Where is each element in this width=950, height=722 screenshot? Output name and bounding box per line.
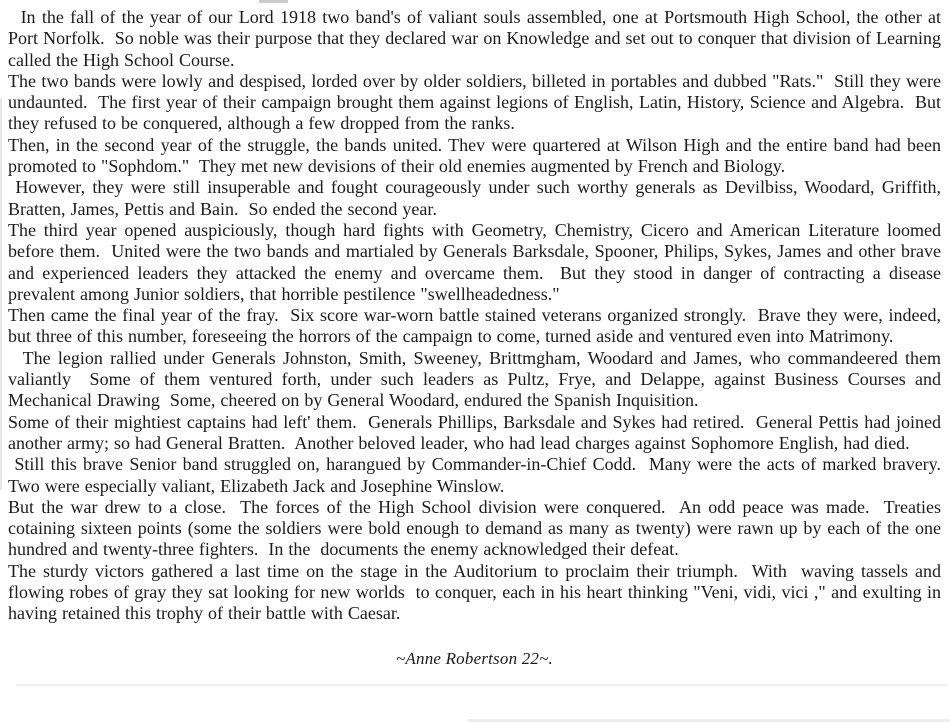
paragraph: The legion rallied under Generals Johnston, Smith, Sweeney, Brittmgham, Woodard and James, who commandeered them valiantly Some of them ventured forth, under such leaders as Pultz, Frye, and Delappe, against Business Courses and Mechanical Drawing Some, cheered on by General Woodard, endured the Spanish Inquisition. <box>8 347 946 411</box>
paragraph: Some of their mightiest captains had left' them. Generals Phillips, Barksdale and Sykes had retired. General Pettis had joined another army; so had General Bratten. Another beloved leader, who had lead charges against Sophomore English, had died. <box>8 411 946 453</box>
scan-artifact-top-dash <box>259 0 288 3</box>
author-signature: ~Anne Robertson 22~. <box>396 648 553 668</box>
scan-artifact-horizontal-line <box>16 684 948 686</box>
paragraph: However, they were still insuperable and fought courageously under such worthy generals as Devilbiss, Woodard, Griffith, Bratten, James, Pettis and Bain. So ended the second year. <box>8 177 947 219</box>
paragraph: The third year opened auspiciously, though hard fights with Geometry, Chemistry, Cicero and American Literature loomed before them. United were the two bands and martialed by Generals Barksdale, Spooner, Philips, Sykes, James and other brave and experienced leaders they attacked the enemy and overcame them. But they stood in danger of contracting a disease prevalent among Junior soldiers, that horrible pestilence "swellheadedness." <box>8 219 946 304</box>
paragraph: The two bands were lowly and despised, lorded over by older soldiers, billeted in portables and dubbed "Rats." Still they were undaunted. The first year of their campaign brought them against legions of English, Latin, History, Science and Algebra. But they refused to be conquered, although a few dropped from the ranks. <box>8 70 946 134</box>
paragraph: Then came the final year of the fray. Six score war-worn battle stained veterans organized strongly. Brave they were, indeed, but three of this number, foreseeing the horrors of the campaign to come, turned aside and ventured even into Matrimony. <box>8 305 946 347</box>
paragraph: Then, in the second year of the struggle, the bands united. Thev were quartered at Wilson High and the entire band had been promoted to "Sophdom." They met new devisions of their old enemies augmented by French and Biology. <box>8 134 946 177</box>
paragraph: The sturdy victors gathered a last time on the stage in the Auditorium to proclaim their triumph. With waving tassels and flowing robes of gray they sat looking for new worlds to conquer, each in his heart thinking "Veni, vidi, vici ," and exulting in having retained this trophy of their battle with Caesar. <box>8 560 946 624</box>
paragraph: In the fall of the year of our Lord 1918 two band's of valiant souls assembled, one at Portsmouth High School, the other at Port Norfolk. So noble was their purpose that they declared war on Knowledge and set out to conquer that division of Learning called the High School Course. <box>8 7 946 70</box>
paragraph: Still this brave Senior band struggled on, harangued by Commander-in-Chief Codd. Many were the acts of marked bravery. Two were especially valiant, Elizabeth Jack and Josephine Winslow. <box>8 454 946 496</box>
paragraph: But the war drew to a close. The forces of the High School division were conquered. An odd peace was made. Treaties cotaining sixteen points (some the soldiers were bold enough to demand as many as twenty) were rawn up by each of the one hundred and twenty-three fighters. In the documents the enemy acknowledged their defeat. <box>8 496 946 560</box>
scan-artifact-left-edge <box>0 98 2 490</box>
